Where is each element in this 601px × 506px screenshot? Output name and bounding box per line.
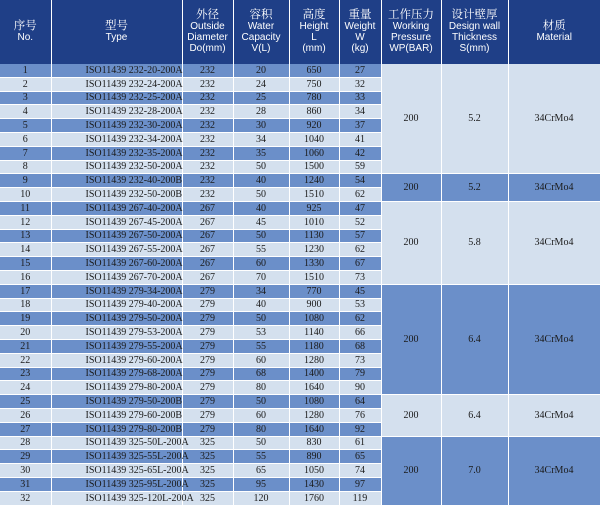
header-no: 序号 No. bbox=[0, 0, 51, 64]
row-outside-diameter-cell: 232 bbox=[182, 146, 233, 160]
row-height-cell: 780 bbox=[289, 91, 339, 105]
row-outside-diameter-cell: 279 bbox=[182, 367, 233, 381]
header-material: 材质 Material bbox=[508, 0, 600, 64]
row-water-capacity-cell: 50 bbox=[233, 160, 289, 174]
header-design-wall-thickness: 设计壁厚 Design wall Thickness S(mm) bbox=[441, 0, 508, 64]
row-height-cell: 1640 bbox=[289, 381, 339, 395]
row-type-cell: ISO11439 279-50-200A bbox=[51, 312, 182, 326]
row-water-capacity-cell: 40 bbox=[233, 174, 289, 188]
row-number-cell: 12 bbox=[0, 215, 51, 229]
row-number-cell: 16 bbox=[0, 270, 51, 284]
row-water-capacity-cell: 50 bbox=[233, 229, 289, 243]
row-type-cell: ISO11439 267-45-200A bbox=[51, 215, 182, 229]
row-outside-diameter-cell: 232 bbox=[182, 188, 233, 202]
row-outside-diameter-cell: 279 bbox=[182, 408, 233, 422]
row-water-capacity-cell: 55 bbox=[233, 243, 289, 257]
row-outside-diameter-cell: 232 bbox=[182, 160, 233, 174]
row-water-capacity-cell: 35 bbox=[233, 146, 289, 160]
row-water-capacity-cell: 60 bbox=[233, 353, 289, 367]
row-type-cell: ISO11439 267-70-200A bbox=[51, 270, 182, 284]
row-weight-cell: 37 bbox=[339, 119, 381, 133]
group-working-pressure-cell: 200 bbox=[381, 64, 441, 174]
row-water-capacity-cell: 80 bbox=[233, 381, 289, 395]
table-row bbox=[0, 284, 600, 298]
row-outside-diameter-cell: 267 bbox=[182, 270, 233, 284]
group-material-cell: 34CrMo4 bbox=[508, 284, 600, 394]
group-working-pressure-cell: 200 bbox=[381, 284, 441, 394]
row-weight-cell: 52 bbox=[339, 215, 381, 229]
row-number-cell: 7 bbox=[0, 146, 51, 160]
row-outside-diameter-cell: 232 bbox=[182, 64, 233, 77]
row-number-cell: 5 bbox=[0, 119, 51, 133]
group-working-pressure-cell: 200 bbox=[381, 201, 441, 284]
row-outside-diameter-cell: 267 bbox=[182, 201, 233, 215]
row-outside-diameter-cell: 279 bbox=[182, 284, 233, 298]
row-height-cell: 1040 bbox=[289, 132, 339, 146]
group-material-cell: 34CrMo4 bbox=[508, 64, 600, 174]
row-water-capacity-cell: 34 bbox=[233, 132, 289, 146]
row-weight-cell: 62 bbox=[339, 243, 381, 257]
row-outside-diameter-cell: 232 bbox=[182, 174, 233, 188]
row-number-cell: 18 bbox=[0, 298, 51, 312]
row-type-cell: ISO11439 232-30-200A bbox=[51, 119, 182, 133]
row-weight-cell: 66 bbox=[339, 326, 381, 340]
row-type-cell: ISO11439 279-55-200A bbox=[51, 339, 182, 353]
header-row bbox=[0, 0, 600, 64]
row-type-cell: ISO11439 279-53-200A bbox=[51, 326, 182, 340]
row-type-cell: ISO11439 279-50-200B bbox=[51, 395, 182, 409]
row-weight-cell: 64 bbox=[339, 395, 381, 409]
row-outside-diameter-cell: 232 bbox=[182, 91, 233, 105]
row-height-cell: 750 bbox=[289, 77, 339, 91]
row-weight-cell: 92 bbox=[339, 422, 381, 436]
group-working-pressure-cell: 200 bbox=[381, 436, 441, 505]
row-height-cell: 1280 bbox=[289, 408, 339, 422]
row-outside-diameter-cell: 279 bbox=[182, 312, 233, 326]
header-working-pressure: 工作压力 Working Pressure WP(BAR) bbox=[381, 0, 441, 64]
row-number-cell: 10 bbox=[0, 188, 51, 202]
group-wall-thickness-cell: 6.4 bbox=[441, 395, 508, 436]
row-number-cell: 20 bbox=[0, 326, 51, 340]
row-height-cell: 1280 bbox=[289, 353, 339, 367]
row-water-capacity-cell: 30 bbox=[233, 119, 289, 133]
row-weight-cell: 79 bbox=[339, 367, 381, 381]
row-number-cell: 17 bbox=[0, 284, 51, 298]
row-outside-diameter-cell: 325 bbox=[182, 477, 233, 491]
row-type-cell: ISO11439 232-35-200A bbox=[51, 146, 182, 160]
row-number-cell: 26 bbox=[0, 408, 51, 422]
row-number-cell: 21 bbox=[0, 339, 51, 353]
row-outside-diameter-cell: 232 bbox=[182, 77, 233, 91]
table-row bbox=[0, 436, 600, 450]
table-row bbox=[0, 395, 600, 409]
row-type-cell: ISO11439 232-50-200A bbox=[51, 160, 182, 174]
row-outside-diameter-cell: 279 bbox=[182, 422, 233, 436]
row-type-cell: ISO11439 325-95L-200A bbox=[51, 477, 182, 491]
row-outside-diameter-cell: 279 bbox=[182, 395, 233, 409]
row-water-capacity-cell: 20 bbox=[233, 64, 289, 77]
row-height-cell: 1330 bbox=[289, 257, 339, 271]
row-number-cell: 8 bbox=[0, 160, 51, 174]
row-water-capacity-cell: 24 bbox=[233, 77, 289, 91]
row-water-capacity-cell: 55 bbox=[233, 450, 289, 464]
header-water-capacity: 容积 Water Capacity V(L) bbox=[233, 0, 289, 64]
row-weight-cell: 27 bbox=[339, 64, 381, 77]
row-weight-cell: 68 bbox=[339, 339, 381, 353]
row-weight-cell: 73 bbox=[339, 353, 381, 367]
row-weight-cell: 74 bbox=[339, 464, 381, 478]
row-number-cell: 1 bbox=[0, 64, 51, 77]
row-water-capacity-cell: 80 bbox=[233, 422, 289, 436]
group-material-cell: 34CrMo4 bbox=[508, 201, 600, 284]
row-type-cell: ISO11439 279-40-200A bbox=[51, 298, 182, 312]
row-number-cell: 22 bbox=[0, 353, 51, 367]
row-water-capacity-cell: 95 bbox=[233, 477, 289, 491]
row-outside-diameter-cell: 279 bbox=[182, 298, 233, 312]
row-weight-cell: 97 bbox=[339, 477, 381, 491]
row-outside-diameter-cell: 232 bbox=[182, 105, 233, 119]
row-type-cell: ISO11439 267-55-200A bbox=[51, 243, 182, 257]
row-outside-diameter-cell: 279 bbox=[182, 326, 233, 340]
group-material-cell: 34CrMo4 bbox=[508, 395, 600, 436]
row-outside-diameter-cell: 267 bbox=[182, 257, 233, 271]
table-row bbox=[0, 174, 600, 188]
row-water-capacity-cell: 50 bbox=[233, 188, 289, 202]
row-number-cell: 11 bbox=[0, 201, 51, 215]
row-type-cell: ISO11439 279-68-200A bbox=[51, 367, 182, 381]
table-row bbox=[0, 64, 600, 77]
table-row bbox=[0, 201, 600, 215]
row-number-cell: 14 bbox=[0, 243, 51, 257]
row-number-cell: 31 bbox=[0, 477, 51, 491]
row-weight-cell: 73 bbox=[339, 270, 381, 284]
group-wall-thickness-cell: 7.0 bbox=[441, 436, 508, 505]
row-weight-cell: 47 bbox=[339, 201, 381, 215]
row-height-cell: 1060 bbox=[289, 146, 339, 160]
row-type-cell: ISO11439 279-80-200A bbox=[51, 381, 182, 395]
group-wall-thickness-cell: 5.8 bbox=[441, 201, 508, 284]
row-number-cell: 15 bbox=[0, 257, 51, 271]
row-number-cell: 13 bbox=[0, 229, 51, 243]
row-water-capacity-cell: 50 bbox=[233, 395, 289, 409]
group-wall-thickness-cell: 6.4 bbox=[441, 284, 508, 394]
row-height-cell: 900 bbox=[289, 298, 339, 312]
row-number-cell: 4 bbox=[0, 105, 51, 119]
header-outside-diameter: 外径 Outside Diameter Do(mm) bbox=[182, 0, 233, 64]
row-height-cell: 1010 bbox=[289, 215, 339, 229]
row-height-cell: 1640 bbox=[289, 422, 339, 436]
row-height-cell: 770 bbox=[289, 284, 339, 298]
row-height-cell: 1050 bbox=[289, 464, 339, 478]
row-height-cell: 890 bbox=[289, 450, 339, 464]
row-number-cell: 3 bbox=[0, 91, 51, 105]
row-number-cell: 29 bbox=[0, 450, 51, 464]
row-number-cell: 25 bbox=[0, 395, 51, 409]
row-number-cell: 32 bbox=[0, 491, 51, 505]
row-weight-cell: 90 bbox=[339, 381, 381, 395]
row-number-cell: 19 bbox=[0, 312, 51, 326]
row-weight-cell: 32 bbox=[339, 77, 381, 91]
group-material-cell: 34CrMo4 bbox=[508, 174, 600, 202]
group-material-cell: 34CrMo4 bbox=[508, 436, 600, 505]
row-height-cell: 1230 bbox=[289, 243, 339, 257]
row-type-cell: ISO11439 232-28-200A bbox=[51, 105, 182, 119]
row-weight-cell: 45 bbox=[339, 284, 381, 298]
row-weight-cell: 59 bbox=[339, 160, 381, 174]
row-type-cell: ISO11439 279-60-200A bbox=[51, 353, 182, 367]
table-body bbox=[0, 64, 600, 505]
row-weight-cell: 34 bbox=[339, 105, 381, 119]
row-water-capacity-cell: 68 bbox=[233, 367, 289, 381]
row-outside-diameter-cell: 267 bbox=[182, 229, 233, 243]
header-weight: 重量 Weight W (kg) bbox=[339, 0, 381, 64]
row-height-cell: 1130 bbox=[289, 229, 339, 243]
header-type: 型号 Type bbox=[51, 0, 182, 64]
row-height-cell: 925 bbox=[289, 201, 339, 215]
row-water-capacity-cell: 60 bbox=[233, 408, 289, 422]
row-height-cell: 1080 bbox=[289, 395, 339, 409]
row-weight-cell: 42 bbox=[339, 146, 381, 160]
row-outside-diameter-cell: 232 bbox=[182, 132, 233, 146]
row-weight-cell: 62 bbox=[339, 312, 381, 326]
row-water-capacity-cell: 70 bbox=[233, 270, 289, 284]
row-type-cell: ISO11439 325-55L-200A bbox=[51, 450, 182, 464]
row-water-capacity-cell: 55 bbox=[233, 339, 289, 353]
row-water-capacity-cell: 28 bbox=[233, 105, 289, 119]
row-height-cell: 1500 bbox=[289, 160, 339, 174]
row-height-cell: 1510 bbox=[289, 270, 339, 284]
row-type-cell: ISO11439 232-40-200B bbox=[51, 174, 182, 188]
row-outside-diameter-cell: 325 bbox=[182, 450, 233, 464]
row-water-capacity-cell: 50 bbox=[233, 436, 289, 450]
row-number-cell: 6 bbox=[0, 132, 51, 146]
row-weight-cell: 54 bbox=[339, 174, 381, 188]
header-height: 高度 Height L (mm) bbox=[289, 0, 339, 64]
row-water-capacity-cell: 65 bbox=[233, 464, 289, 478]
row-number-cell: 9 bbox=[0, 174, 51, 188]
row-weight-cell: 61 bbox=[339, 436, 381, 450]
row-outside-diameter-cell: 325 bbox=[182, 436, 233, 450]
row-number-cell: 28 bbox=[0, 436, 51, 450]
row-height-cell: 1240 bbox=[289, 174, 339, 188]
row-water-capacity-cell: 50 bbox=[233, 312, 289, 326]
row-weight-cell: 67 bbox=[339, 257, 381, 271]
row-water-capacity-cell: 40 bbox=[233, 298, 289, 312]
row-height-cell: 1080 bbox=[289, 312, 339, 326]
row-weight-cell: 76 bbox=[339, 408, 381, 422]
group-working-pressure-cell: 200 bbox=[381, 174, 441, 202]
row-height-cell: 650 bbox=[289, 64, 339, 77]
row-outside-diameter-cell: 279 bbox=[182, 339, 233, 353]
row-outside-diameter-cell: 267 bbox=[182, 243, 233, 257]
row-height-cell: 1140 bbox=[289, 326, 339, 340]
row-number-cell: 23 bbox=[0, 367, 51, 381]
row-weight-cell: 65 bbox=[339, 450, 381, 464]
row-height-cell: 1510 bbox=[289, 188, 339, 202]
row-water-capacity-cell: 120 bbox=[233, 491, 289, 505]
row-outside-diameter-cell: 325 bbox=[182, 464, 233, 478]
group-wall-thickness-cell: 5.2 bbox=[441, 64, 508, 174]
row-number-cell: 2 bbox=[0, 77, 51, 91]
row-water-capacity-cell: 60 bbox=[233, 257, 289, 271]
row-number-cell: 24 bbox=[0, 381, 51, 395]
row-number-cell: 30 bbox=[0, 464, 51, 478]
row-height-cell: 920 bbox=[289, 119, 339, 133]
row-outside-diameter-cell: 267 bbox=[182, 215, 233, 229]
row-water-capacity-cell: 25 bbox=[233, 91, 289, 105]
row-height-cell: 1180 bbox=[289, 339, 339, 353]
row-type-cell: ISO11439 232-20-200A bbox=[51, 64, 182, 77]
row-weight-cell: 119 bbox=[339, 491, 381, 505]
row-type-cell: ISO11439 267-60-200A bbox=[51, 257, 182, 271]
row-weight-cell: 62 bbox=[339, 188, 381, 202]
row-height-cell: 1760 bbox=[289, 491, 339, 505]
row-outside-diameter-cell: 279 bbox=[182, 381, 233, 395]
row-water-capacity-cell: 53 bbox=[233, 326, 289, 340]
row-type-cell: ISO11439 232-25-200A bbox=[51, 91, 182, 105]
row-height-cell: 830 bbox=[289, 436, 339, 450]
row-type-cell: ISO11439 267-50-200A bbox=[51, 229, 182, 243]
row-number-cell: 27 bbox=[0, 422, 51, 436]
row-water-capacity-cell: 40 bbox=[233, 201, 289, 215]
row-weight-cell: 53 bbox=[339, 298, 381, 312]
row-height-cell: 1400 bbox=[289, 367, 339, 381]
group-working-pressure-cell: 200 bbox=[381, 395, 441, 436]
row-weight-cell: 57 bbox=[339, 229, 381, 243]
row-outside-diameter-cell: 325 bbox=[182, 491, 233, 505]
row-type-cell: ISO11439 325-120L-200A bbox=[51, 491, 182, 505]
row-water-capacity-cell: 45 bbox=[233, 215, 289, 229]
row-weight-cell: 41 bbox=[339, 132, 381, 146]
row-water-capacity-cell: 34 bbox=[233, 284, 289, 298]
row-type-cell: ISO11439 232-50-200B bbox=[51, 188, 182, 202]
row-type-cell: ISO11439 279-80-200B bbox=[51, 422, 182, 436]
row-outside-diameter-cell: 232 bbox=[182, 119, 233, 133]
row-type-cell: ISO11439 325-50L-200A bbox=[51, 436, 182, 450]
row-height-cell: 1430 bbox=[289, 477, 339, 491]
row-type-cell: ISO11439 279-34-200A bbox=[51, 284, 182, 298]
group-wall-thickness-cell: 5.2 bbox=[441, 174, 508, 202]
row-weight-cell: 33 bbox=[339, 91, 381, 105]
row-type-cell: ISO11439 325-65L-200A bbox=[51, 464, 182, 478]
row-type-cell: ISO11439 232-34-200A bbox=[51, 132, 182, 146]
row-height-cell: 860 bbox=[289, 105, 339, 119]
row-outside-diameter-cell: 279 bbox=[182, 353, 233, 367]
row-type-cell: ISO11439 232-24-200A bbox=[51, 77, 182, 91]
row-type-cell: ISO11439 267-40-200A bbox=[51, 201, 182, 215]
row-type-cell: ISO11439 279-60-200B bbox=[51, 408, 182, 422]
